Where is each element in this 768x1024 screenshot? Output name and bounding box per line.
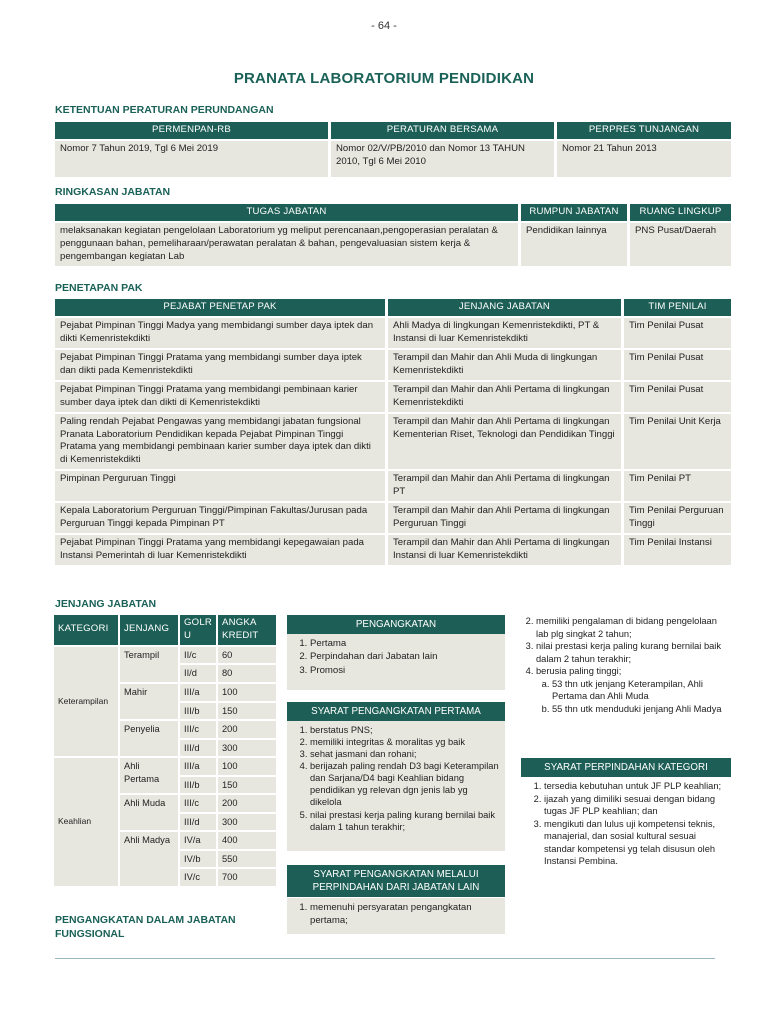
table-row	[54, 758, 276, 775]
syarat-pertama-header: SYARAT PENGANGKATAN PERTAMA	[287, 702, 505, 721]
table-cell: Nomor 21 Tahun 2013	[557, 141, 731, 177]
list-item: b. 55 thn utk menduduki jenjang Ahli Madya	[552, 703, 725, 716]
page-title: PRANATA LABORATORIUM PENDIDIKAN	[233, 70, 535, 87]
list-item: 2. ijazah yang dimiliki sesuai dengan bidang tugas JF PLP keahlian; dan	[544, 793, 725, 818]
table-header: JENJANG	[120, 615, 178, 645]
golongan-cell: III/c	[180, 795, 216, 812]
table-row	[55, 350, 731, 380]
section-heading-ringkasan: RINGKASAN JABATAN	[55, 186, 171, 198]
table-header: JENJANG JABATAN	[388, 299, 621, 316]
table-row	[55, 318, 731, 348]
list-item: 3. sehat jasmani dan rohani;	[310, 748, 499, 760]
table-cell: Pendidikan lainnya	[521, 223, 627, 266]
table-cell: Pejabat Pimpinan Tinggi Pratama yang membidangi kepegawaian pada Instansi Pemerintah di luar Kemenristekdikti	[55, 535, 385, 565]
table-cell: PNS Pusat/Daerah	[630, 223, 731, 266]
list-item: 3. mengikuti dan lulus uji kompetensi teknis, manajerial, dan sosial kultural sesuai standar kompetensi yg telah disusun oleh Instansi Pembina.	[544, 818, 725, 868]
kredit-cell: 400	[218, 832, 276, 849]
table-cell: Tim Penilai Perguruan Tinggi	[624, 503, 731, 533]
golongan-cell: II/d	[180, 665, 216, 682]
table-cell: Paling rendah Pejabat Pengawas yang membidangi jabatan fungsional Pranata Laboratorium Pendidikan kepada Pejabat Pimpinan Tinggi Pratama yang membidangi pembinaan karier sumber daya iptek dan dikti di Kemenristekdikti	[55, 414, 385, 470]
list-item: 2. memiliki pengalaman di bidang pengelolaan lab plg singkat 2 tahun;	[536, 615, 725, 640]
kredit-cell: 100	[218, 758, 276, 775]
golongan-cell: II/c	[180, 647, 216, 664]
list-item: 3. Promosi	[310, 664, 499, 677]
table-cell: Tim Penilai Pusat	[624, 350, 731, 380]
kredit-cell: 150	[218, 703, 276, 720]
table-cell: melaksanakan kegiatan pengelolaan Laboratorium yg meliput perencanaan,pengoperasian peralatan & penggunaan bahan, pemeliharaan/perawatan peralatan & bahan, pengevaluasian sistem kerja & pengembangan kegiatan Lab	[55, 223, 518, 266]
list-item: 1. berstatus PNS;	[310, 724, 499, 736]
list-item: 2. memiliki integritas & moralitas yg baik	[310, 736, 499, 748]
syarat-perpindahan-box	[287, 898, 505, 934]
table-header: PEJABAT PENETAP PAK	[55, 299, 385, 316]
table-row	[55, 141, 731, 177]
table-header: RUMPUN JABATAN	[521, 204, 627, 221]
list-item: 1. Pertama	[310, 637, 499, 650]
list-item: 4. berijazah paling rendah D3 bagi Keterampilan dan Sarjana/D4 bagi Keahlian bidang pendidikan yg relevan dgn jenis lab yg dikelola	[310, 760, 499, 808]
kredit-cell: 100	[218, 684, 276, 701]
table-cell: Nomor 7 Tahun 2019, Tgl 6 Mei 2019	[55, 141, 328, 177]
kategori-cell: Keterampilan	[54, 647, 118, 756]
table-row	[54, 647, 276, 664]
jenjang-cell: Terampil	[120, 647, 178, 682]
syarat-lanjutan-box	[513, 612, 731, 744]
table-cell: Tim Penilai Instansi	[624, 535, 731, 565]
kredit-cell: 300	[218, 740, 276, 757]
syarat-pertama-box	[287, 721, 505, 851]
golongan-cell: IV/c	[180, 869, 216, 886]
list-item: 1. memenuhi persyaratan pengangkatan pertama;	[310, 901, 499, 928]
golongan-cell: III/b	[180, 777, 216, 794]
syarat-kategori-header: SYARAT PERPINDAHAN KATEGORI	[521, 758, 731, 777]
table-row	[55, 471, 731, 501]
penetapan-pak-table	[52, 297, 734, 567]
list-item: 5. nilai prestasi kerja paling kurang bernilai baik dalam 1 tahun terakhir;	[310, 809, 499, 833]
table-cell: Pejabat Pimpinan Tinggi Madya yang membidangi sumber daya iptek dan dikti Kemenristekdikti	[55, 318, 385, 348]
pengangkatan-box	[287, 634, 505, 690]
list-item: 2. Perpindahan dari Jabatan lain	[310, 650, 499, 663]
table-cell: Nomor 02/V/PB/2010 dan Nomor 13 TAHUN 2010, Tgl 6 Mei 2010	[331, 141, 554, 177]
golongan-cell: III/c	[180, 721, 216, 738]
table-header: KATEGORI	[54, 615, 118, 645]
table-cell: Ahli Madya di lingkungan Kemenristekdikti, PT & Instansi di luar Kemenristekdikti	[388, 318, 621, 348]
jenjang-cell: Ahli Pertama	[120, 758, 178, 793]
table-cell: Tim Penilai PT	[624, 471, 731, 501]
jenjang-cell: Mahir	[120, 684, 178, 719]
list-item-text: berusia paling tinggi;	[536, 666, 622, 677]
table-cell: Kepala Laboratorium Perguruan Tinggi/Pimpinan Fakultas/Jurusan pada Perguruan Tinggi kepada Pimpinan PT	[55, 503, 385, 533]
golongan-cell: III/b	[180, 703, 216, 720]
section-heading-pengangkatan-jf: PENGANGKATAN DALAM JABATAN FUNGSIONAL	[55, 914, 236, 941]
golongan-cell: III/d	[180, 814, 216, 831]
table-cell: Terampil dan Mahir dan Ahli Pertama di lingkungan Kementerian Riset, Teknologi dan Pendidikan Tinggi	[388, 414, 621, 470]
jenjang-jabatan-table	[52, 613, 278, 888]
list-item: 3. nilai prestasi kerja paling kurang bernilai baik dalam 2 tahun terakhir;	[536, 640, 725, 665]
table-cell: Tim Penilai Pusat	[624, 318, 731, 348]
table-row	[55, 503, 731, 533]
section-heading-penetapan-pak: PENETAPAN PAK	[55, 282, 143, 294]
kredit-cell: 150	[218, 777, 276, 794]
section-heading-jenjang-jabatan: JENJANG JABATAN	[55, 598, 157, 610]
table-cell: Terampil dan Mahir dan Ahli Pertama di lingkungan PT	[388, 471, 621, 501]
list-item	[536, 665, 725, 715]
list-item: a. 53 thn utk jenjang Keterampilan, Ahli Pertama dan Ahli Muda	[552, 678, 725, 703]
golongan-cell: III/d	[180, 740, 216, 757]
footer-divider	[55, 958, 715, 959]
table-row	[55, 382, 731, 412]
section-heading-peraturan: KETENTUAN PERATURAN PERUNDANGAN	[55, 104, 274, 116]
kredit-cell: 300	[218, 814, 276, 831]
table-header: ANGKA KREDIT	[218, 615, 276, 645]
table-cell: Terampil dan Mahir dan Ahli Muda di lingkungan Kemenristekdikti	[388, 350, 621, 380]
table-header: PERATURAN BERSAMA	[331, 122, 554, 139]
page-number: - 64 -	[371, 20, 397, 32]
ringkasan-table	[52, 202, 734, 268]
kredit-cell: 200	[218, 795, 276, 812]
table-cell: Pimpinan Perguruan Tinggi	[55, 471, 385, 501]
table-header: RUANG LINGKUP	[630, 204, 731, 221]
golongan-cell: IV/b	[180, 851, 216, 868]
table-row	[55, 223, 731, 266]
table-cell: Pejabat Pimpinan Tinggi Pratama yang membidangi sumber daya iptek dan dikti pada Kemenristekdikti	[55, 350, 385, 380]
table-header: TUGAS JABATAN	[55, 204, 518, 221]
list-item: 1. tersedia kebutuhan untuk JF PLP keahlian;	[544, 780, 725, 793]
jenjang-cell: Penyelia	[120, 721, 178, 756]
table-row	[55, 414, 731, 470]
jenjang-cell: Ahli Madya	[120, 832, 178, 886]
table-cell: Terampil dan Mahir dan Ahli Pertama di lingkungan Instansi di luar Kemenristekdikti	[388, 535, 621, 565]
kredit-cell: 200	[218, 721, 276, 738]
jenjang-cell: Ahli Muda	[120, 795, 178, 830]
kredit-cell: 550	[218, 851, 276, 868]
golongan-cell: IV/a	[180, 832, 216, 849]
table-cell: Terampil dan Mahir dan Ahli Pertama di lingkungan Kemenristekdikti	[388, 382, 621, 412]
kredit-cell: 700	[218, 869, 276, 886]
peraturan-table	[52, 120, 734, 179]
table-header: PERPRES TUNJANGAN	[557, 122, 731, 139]
syarat-kategori-box	[521, 777, 731, 895]
table-header: TIM PENILAI	[624, 299, 731, 316]
syarat-perpindahan-header: SYARAT PENGANGKATAN MELALUI PERPINDAHAN DARI JABATAN LAIN	[287, 865, 505, 897]
kredit-cell: 60	[218, 647, 276, 664]
pengangkatan-header: PENGANGKATAN	[287, 615, 505, 634]
table-header: GOLR U	[180, 615, 216, 645]
table-header: PERMENPAN-RB	[55, 122, 328, 139]
table-cell: Tim Penilai Pusat	[624, 382, 731, 412]
table-cell: Pejabat Pimpinan Tinggi Pratama yang membidangi pembinaan karier sumber daya iptek dan dikti di Kemenristekdikti	[55, 382, 385, 412]
table-cell: Terampil dan Mahir dan Ahli Pertama di lingkungan Perguruan Tinggi	[388, 503, 621, 533]
table-row	[55, 535, 731, 565]
kategori-cell: Keahlian	[54, 758, 118, 886]
golongan-cell: III/a	[180, 758, 216, 775]
golongan-cell: III/a	[180, 684, 216, 701]
kredit-cell: 80	[218, 665, 276, 682]
table-cell: Tim Penilai Unit Kerja	[624, 414, 731, 470]
